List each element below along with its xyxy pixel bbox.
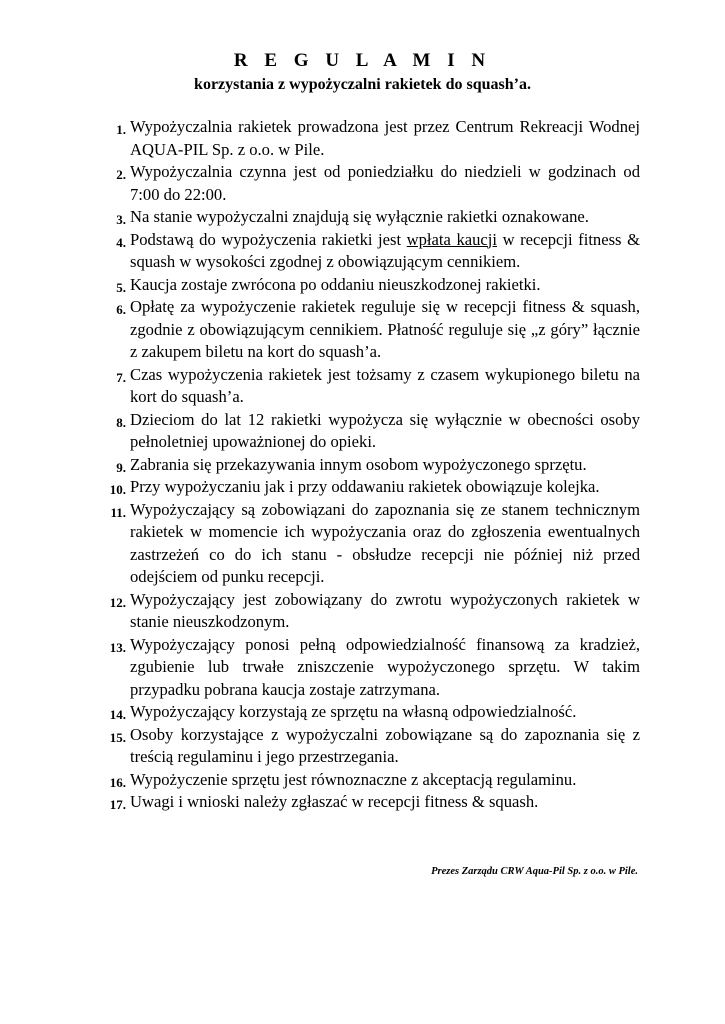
rule-number: 16. xyxy=(109,774,126,790)
rule-item-10 xyxy=(100,476,640,499)
rule-text xyxy=(130,229,640,274)
rule-number: 2. xyxy=(116,167,126,182)
rule-number: 17. xyxy=(109,797,126,812)
rule-item-14 xyxy=(100,701,640,724)
signature-line: Prezes Zarządu CRW Aqua-Pil Sp. z o.o. w Pile. xyxy=(431,866,638,877)
rule-number: 3. xyxy=(116,212,126,227)
rule-item-13 xyxy=(100,634,640,702)
rule-number: 12. xyxy=(109,594,126,610)
document-title: R E G U L A M I N xyxy=(233,50,492,71)
rule-item-5 xyxy=(100,274,640,297)
rule-number: 8. xyxy=(116,414,126,430)
rule-text: Kaucja zostaje zwrócona po oddaniu nieuszkodzonej rakietki. xyxy=(130,274,541,294)
rules-list xyxy=(100,116,640,814)
rule-text: Wypożyczenie sprzętu jest równoznaczne z akceptacją regulaminu. xyxy=(130,769,577,789)
rule-text: Wypożyczający ponosi pełną odpowiedzialność finansową za kradzież, zgubienie lub trwałe zniszczenie wypożyczonego sprzętu. W takim przypadku pobrana kaucja zostaje zatrzymana. xyxy=(130,634,640,699)
rule-text: Wypożyczający są zobowiązani do zapoznania się ze stanem technicznym rakietek w momencie ich wypożyczania oraz do zgłoszenia ewentualnych zastrzeżeń co do ich stanu - obsłudze recepcji nie później niż przed odejściem od punku recepcji. xyxy=(130,499,640,586)
rule-item-7 xyxy=(100,364,640,409)
rule-number: 15. xyxy=(109,729,126,745)
rule-text-part: Podstawą do wypożyczenia rakietki jest xyxy=(130,229,407,249)
rule-text: Dzieciom do lat 12 rakietki wypożycza się wyłącznie w obecności osoby pełnoletniej upoważnionej do opieki. xyxy=(130,409,640,451)
rule-number: 14. xyxy=(109,707,126,722)
rule-text: Wypożyczalnia czynna jest od poniedziałku do niedzieli w godzinach od 7:00 do 22:00. xyxy=(130,162,640,204)
rule-item-11 xyxy=(100,499,640,589)
rule-number: 6. xyxy=(116,302,126,317)
rule-item-6 xyxy=(100,296,640,364)
rule-text: Uwagi i wnioski należy zgłaszać w recepcji fitness & squash. xyxy=(130,792,539,811)
rule-number: 7. xyxy=(116,369,126,385)
rule-text: Zabrania się przekazywania innym osobom wypożyczonego sprzętu. xyxy=(130,454,587,474)
rule-text: Wypożyczalnia rakietek prowadzona jest przez Centrum Rekreacji Wodnej AQUA-PIL Sp. z o.o. w Pile. xyxy=(130,117,640,159)
rule-text-part: w recepcji fitness & squash w wysokości zgodnej z obowiązującym cennikiem. xyxy=(130,229,640,271)
rule-text: Wypożyczający jest zobowiązany do zwrotu wypożyczonych rakietek w stanie nieuszkodzonym. xyxy=(130,589,640,631)
rule-text: Czas wypożyczenia rakietek jest tożsamy z czasem wykupionego biletu na kort do squash’a. xyxy=(130,364,640,406)
rule-number: 5. xyxy=(116,279,126,295)
rule-number: 13. xyxy=(109,639,126,655)
rule-item-16 xyxy=(100,769,640,792)
rule-text: Przy wypożyczaniu jak i przy oddawaniu rakietek obowiązuje kolejka. xyxy=(130,477,600,496)
rule-item-15 xyxy=(100,724,640,769)
rule-number: 10. xyxy=(109,482,126,497)
rule-number: 9. xyxy=(116,459,126,475)
rule-item-3 xyxy=(100,206,640,229)
rule-item-12 xyxy=(100,589,640,634)
rule-item-4 xyxy=(100,229,640,274)
deposit-underlined-text: wpłata kaucji xyxy=(406,229,497,249)
rule-item-2 xyxy=(100,161,640,206)
rule-text: Opłatę za wypożyczenie rakietek reguluje się w recepcji fitness & squash, zgodnie z obowiązującym cennikiem. Płatność reguluje się „z góry” łącznie z zakupem biletu na kort do squash’a. xyxy=(130,297,640,361)
rule-item-1 xyxy=(100,116,640,161)
rule-text: Wypożyczający korzystają ze sprzętu na własną odpowiedzialność. xyxy=(130,702,577,721)
rule-text: Na stanie wypożyczalni znajdują się wyłącznie rakietki oznakowane. xyxy=(130,207,589,226)
rule-number: 4. xyxy=(116,234,126,250)
rule-number: 11. xyxy=(110,504,126,520)
rule-item-17 xyxy=(100,791,640,814)
rule-item-8 xyxy=(100,409,640,454)
document-subtitle: korzystania z wypożyczalni rakietek do squash’a. xyxy=(194,76,531,93)
rule-number: 1. xyxy=(116,122,126,137)
rule-item-9 xyxy=(100,454,640,477)
rule-text: Osoby korzystające z wypożyczalni zobowiązane są do zapoznania się z treścią regulaminu i jego przestrzegania. xyxy=(130,724,640,766)
